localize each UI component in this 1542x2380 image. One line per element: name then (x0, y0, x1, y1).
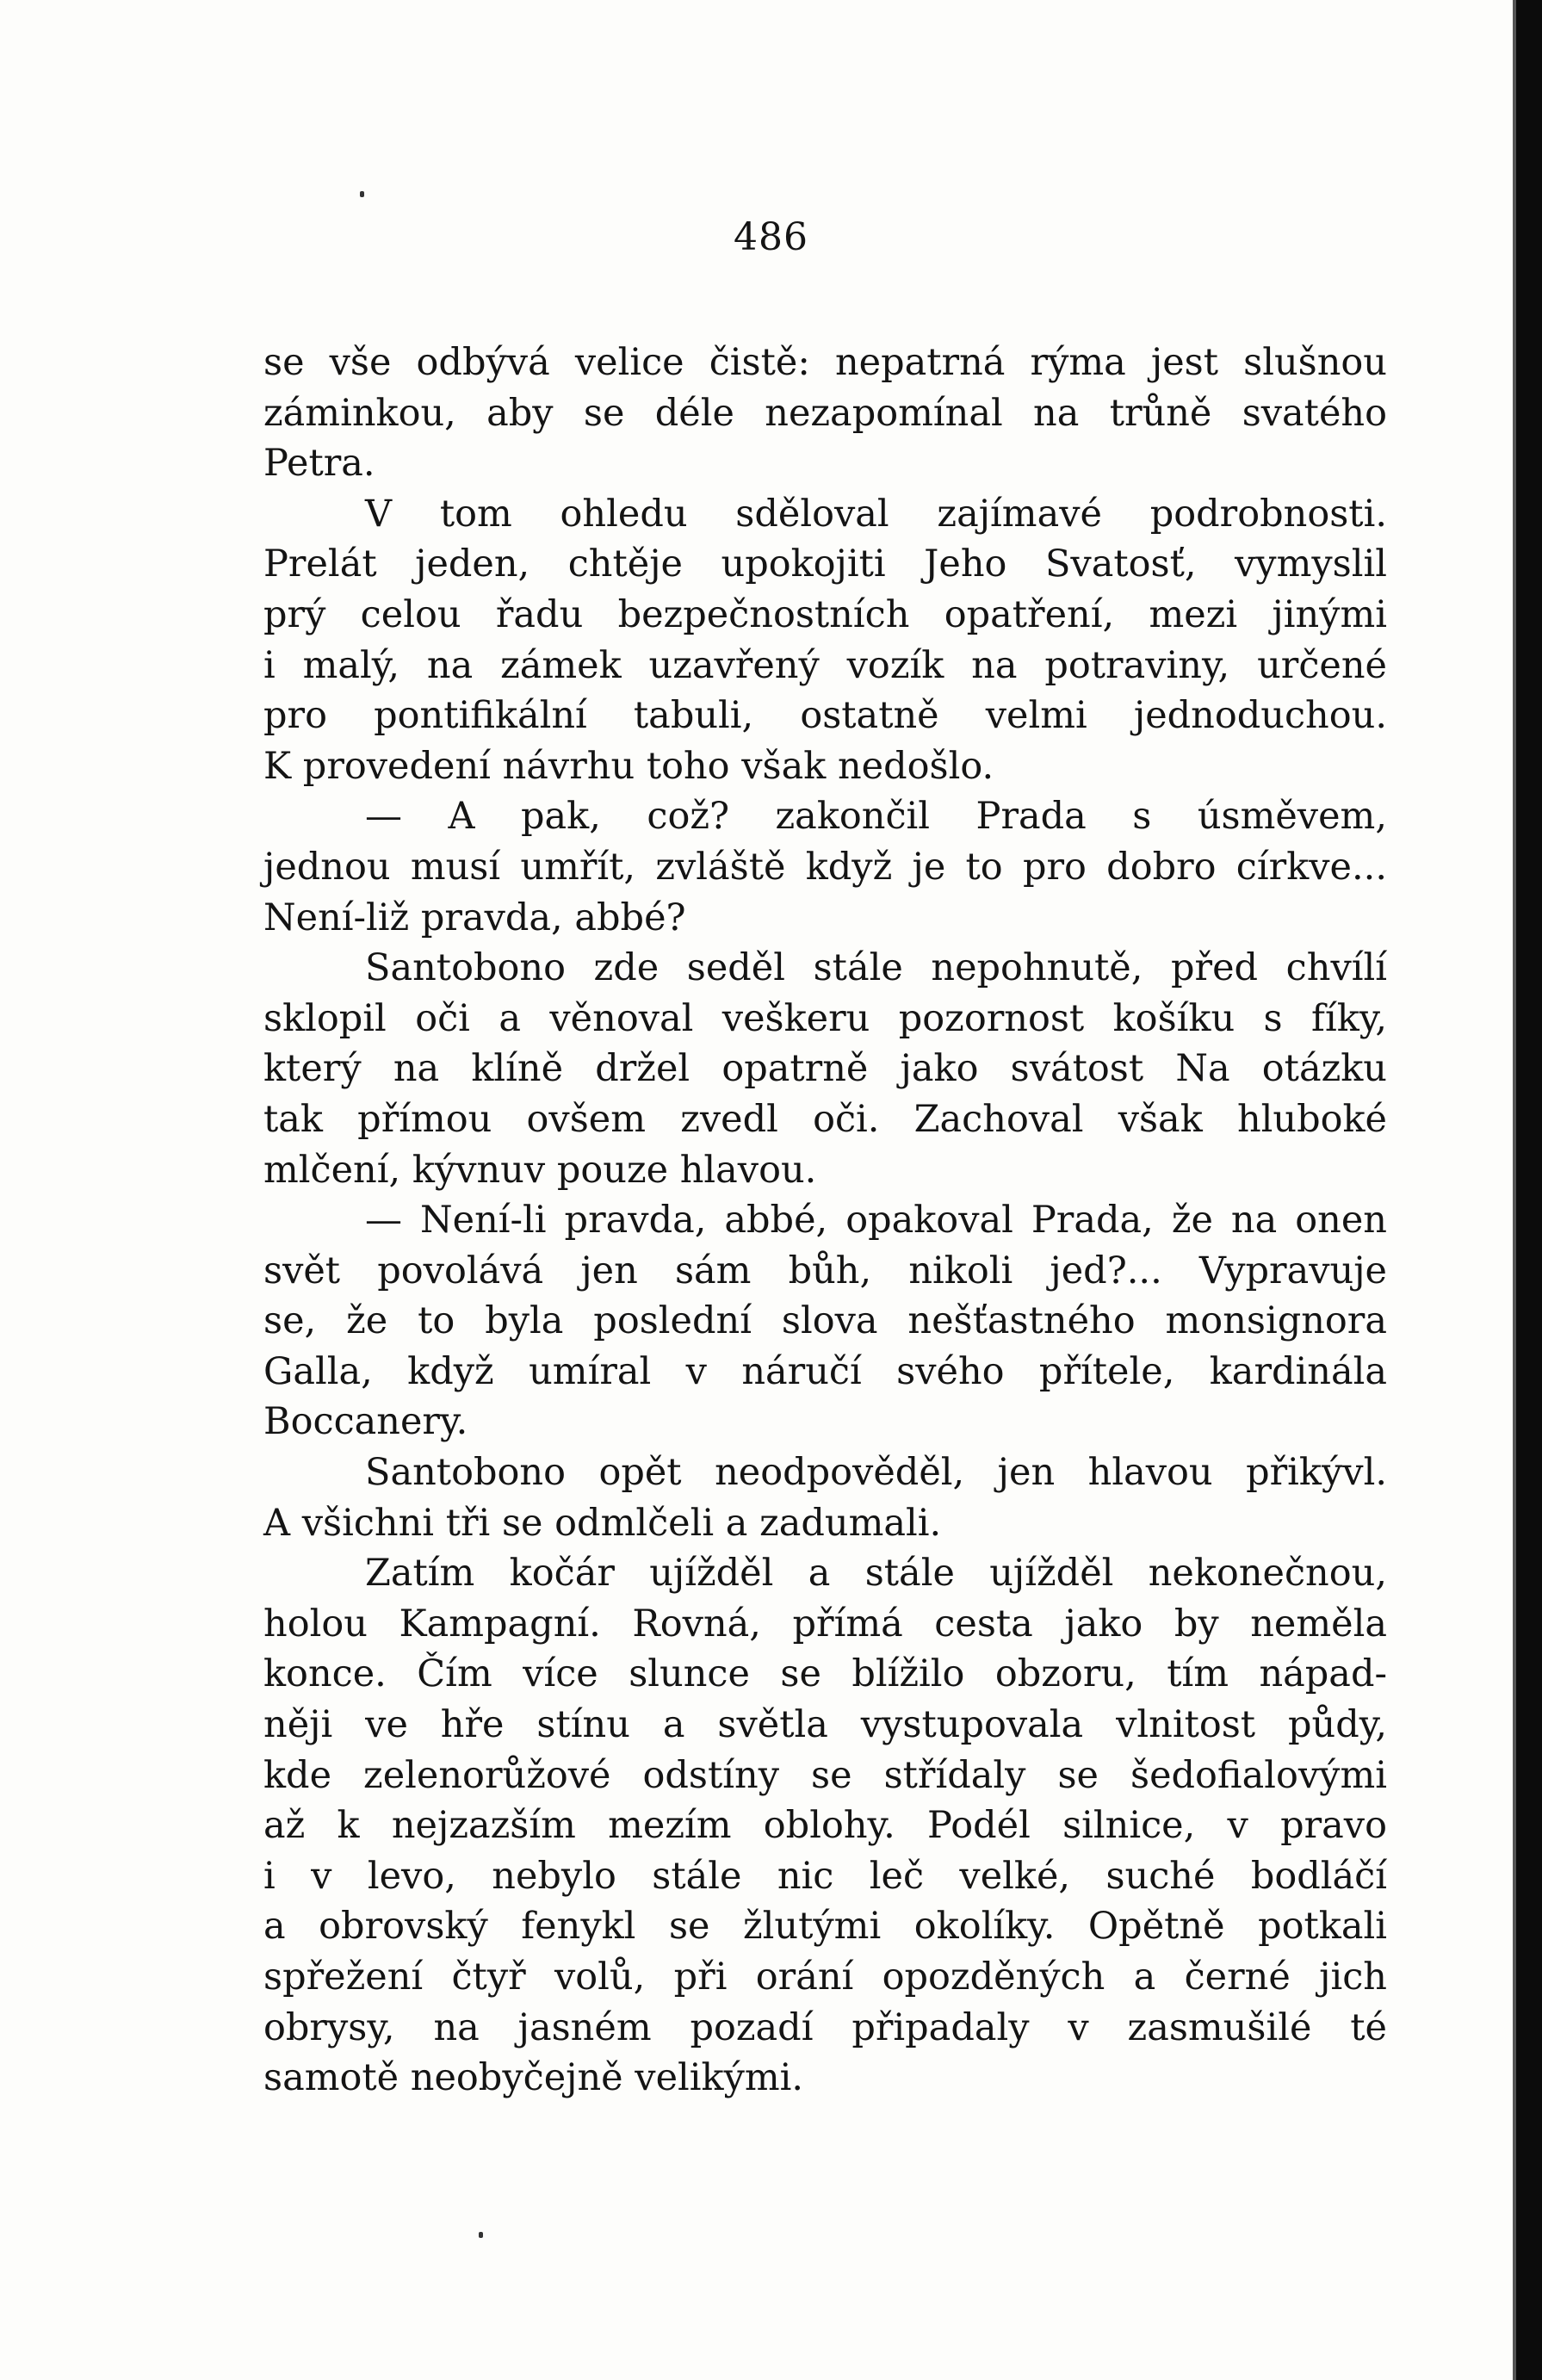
text-line: Petra. (263, 442, 375, 486)
text-line: svět povolává jen sám bůh, nikoli jed?... Vypravuje (263, 1249, 1387, 1292)
scan-border (1516, 0, 1542, 2380)
text-line: který na klíně držel opatrně jako svátost Na otázku (263, 1047, 1387, 1091)
text-line: obrysy, na jasném pozadí připadaly v zasmušilé té (263, 2005, 1387, 2049)
text-line: Santobono opět neodpověděl, jen hlavou přikývl. (365, 1451, 1387, 1495)
text-line: Zatím kočár ujížděl a stále ujížděl nekonečnou, (365, 1552, 1387, 1596)
text-line: až k nejzazším mezím oblohy. Podél silnice, v pravo (263, 1804, 1387, 1848)
page-number: 486 (734, 215, 808, 259)
text-line: záminkou, aby se déle nezapomínal na trůně svatého (263, 391, 1387, 435)
text-line: pro pontifikální tabuli, ostatně velmi jednoduchou. (263, 694, 1387, 738)
text-line: se, že to byla poslední slova nešťastného monsignora (263, 1299, 1387, 1343)
text-line: Santobono zde seděl stále nepohnutě, před chvílí (365, 946, 1387, 990)
text-line: mlčení, kývnuv pouze hlavou. (263, 1148, 817, 1192)
text-line: něji ve hře stínu a světla vystupovala vlnitost půdy, (263, 1703, 1387, 1747)
text-line: Prelát jeden, chtěje upokojiti Jeho Svatosť, vymyslil (263, 542, 1387, 586)
text-line: — Není-li pravda, abbé, opakoval Prada, že na onen (365, 1199, 1387, 1243)
text-line: se vše odbývá velice čistě: nepatrná rýma jest slušnou (263, 341, 1387, 384)
text-line: spřežení čtyř volů, při orání opozděných a černé jich (263, 1955, 1387, 1999)
text-line: K provedení návrhu toho však nedošlo. (263, 744, 994, 788)
text-line: tak přímou ovšem zvedl oči. Zachoval však hluboké (263, 1097, 1387, 1141)
text-line: V tom ohledu sděloval zajímavé podrobnosti. (365, 492, 1387, 536)
scan-speck (360, 191, 364, 197)
text-line: jednou musí umřít, zvláště když je to pro dobro církve... (263, 845, 1387, 889)
text-line: kde zelenorůžové odstíny se střídaly se šedofialovými (263, 1753, 1387, 1797)
text-line: — A pak, což? zakončil Prada s úsměvem, (365, 795, 1387, 839)
text-line: prý celou řadu bezpečnostních opatření, mezi jinými (263, 592, 1387, 636)
text-line: holou Kampagní. Rovná, přímá cesta jako by neměla (263, 1602, 1387, 1646)
text-line: konce. Čím více slunce se blížilo obzoru, tím nápad- (263, 1652, 1387, 1696)
scan-speck (479, 2232, 483, 2238)
text-line: Galla, když umíral v náručí svého přítele, kardinála (263, 1349, 1387, 1393)
text-line: A všichni tři se odmlčeli a zadumali. (263, 1501, 942, 1545)
text-line: i malý, na zámek uzavřený vozík na potraviny, určené (263, 643, 1387, 687)
body-text (263, 338, 1387, 2104)
text-line: Není-liž pravda, abbé? (263, 896, 686, 939)
text-line: sklopil oči a věnoval veškeru pozornost košíku s fíky, (263, 996, 1387, 1040)
text-line: i v levo, nebylo stále nic leč velké, suché bodláčí (263, 1854, 1387, 1898)
text-line: Boccanery. (263, 1400, 468, 1444)
text-line: samotě neobyčejně velikými. (263, 2056, 804, 2100)
text-line: a obrovský fenykl se žlutými okolíky. Opětně potkali (263, 1905, 1387, 1949)
